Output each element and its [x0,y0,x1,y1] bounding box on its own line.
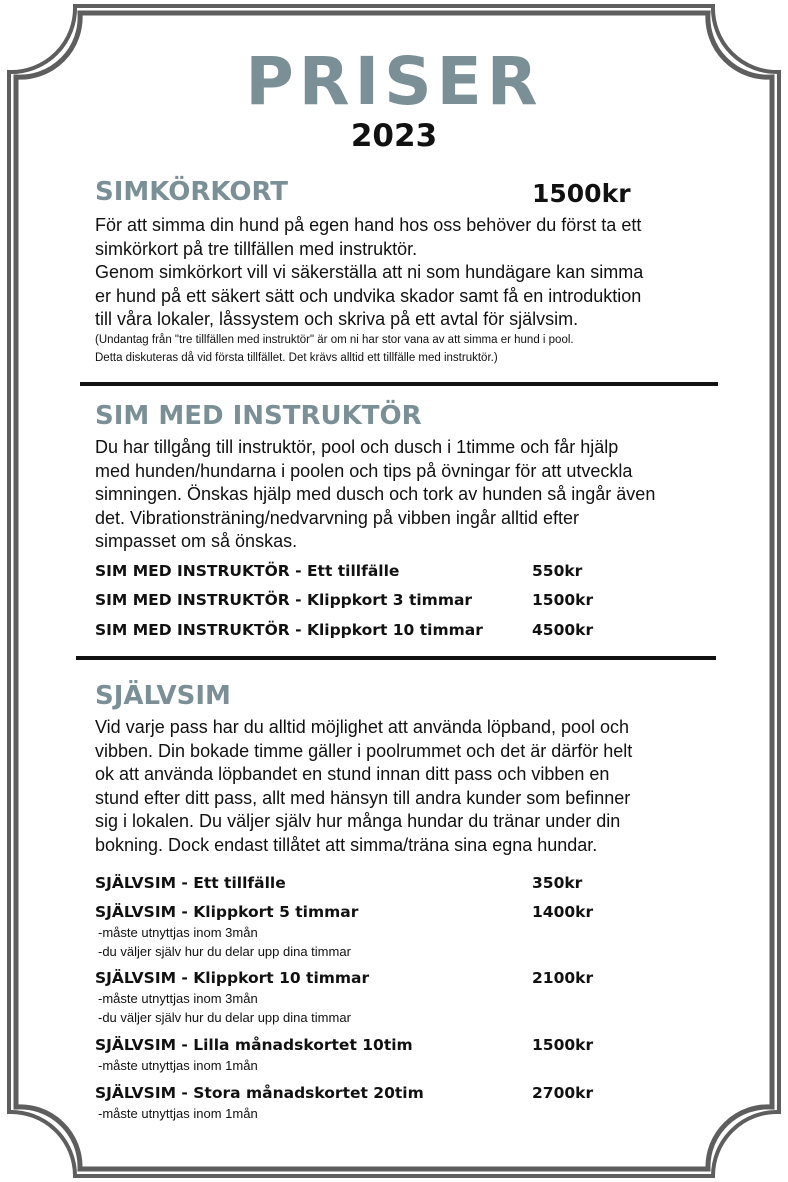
price-item-price: 1500kr [532,591,594,609]
simkorkort-heading: SIMKÖRKORT [95,177,289,207]
footnote-line: Detta diskuteras då vid första tillfället. Det krävs alltid ett tillfälle med instruktör.) [95,352,498,364]
price-item-name: SJÄLVSIM - Stora månadskortet 20tim [95,1084,424,1102]
footnote-line: (Undantag från "tre tillfällen med instruktör" är om ni har stor vana av att simma er hund i pool. [95,334,574,346]
price-item-name: SJÄLVSIM - Klippkort 10 timmar [95,969,370,987]
sjalvsim-heading: SJÄLVSIM [95,681,231,711]
price-item-note: -måste utnyttjas inom 1mån [98,1058,258,1073]
price-item-name: SJÄLVSIM - Klippkort 5 timmar [95,903,359,921]
price-item-note: -måste utnyttjas inom 3mån [98,925,258,940]
text-line: simningen. Önskas hjälp med dusch och tork av hunden så ingår även [95,484,656,504]
sjalvsim-text [95,716,705,857]
price-item-note: -måste utnyttjas inom 3mån [98,991,258,1006]
text-line: er hund på ett säkert sätt och undvika skador samt få en introduktion [95,285,642,306]
text-line: bokning. Dock endast tillåtet att simma/träna sina egna hundar. [95,834,598,855]
price-item-price: 2100kr [532,969,594,987]
price-item-name: SIM MED INSTRUKTÖR - Ett tillfälle [95,562,400,580]
text-line: sig i lokalen. Du väljer själv hur många hundar du tränar under din [95,811,621,831]
price-item-name: SJÄLVSIM - Ett tillfälle [95,874,286,892]
price-item-price: 1500kr [532,1036,594,1054]
price-item-name: SIM MED INSTRUKTÖR - Klippkort 10 timmar [95,621,483,639]
text-line: Du har tillgång till instruktör, pool och dusch i 1timme och får hjälp [95,437,619,457]
price-item-note: -måste utnyttjas inom 1mån [98,1106,258,1121]
simkorkort-text [95,214,705,332]
instruktor-text [95,436,705,554]
price-item-price: 1400kr [532,903,594,921]
text-line: det. Vibrationsträning/nedvarvning på vibben ingår alltid efter [95,507,579,528]
price-item-price: 4500kr [532,621,594,639]
text-line: Genom simkörkort vill vi säkerställa att ni som hundägare kan simma [95,262,644,282]
text-line: För att simma din hund på egen hand hos oss behöver du först ta ett [95,215,642,235]
text-line: simkörkort på tre tillfällen med instruktör. [95,238,418,259]
section-divider [80,382,718,386]
text-line: stund efter ditt pass, allt med hänsyn till andra kunder som befinner [95,787,631,808]
text-line: till våra lokaler, låssystem och skriva på ett avtal för självsim. [95,309,579,329]
text-line: vibben. Din bokade timme gäller i poolrummet och det är därför helt [95,740,633,761]
price-item-price: 2700kr [532,1084,594,1102]
text-line: Vid varje pass har du alltid möjlighet att använda löpband, pool och [95,717,630,737]
text-line: med hunden/hundarna i poolen och tips på övningar för att utveckla [95,460,633,481]
page-title: PRISER [245,43,543,120]
page-year: 2023 [350,118,438,154]
section-divider [76,656,716,660]
price-item-note: -du väljer själv hur du delar upp dina timmar [98,944,351,959]
price-item-name: SJÄLVSIM - Lilla månadskortet 10tim [95,1036,413,1054]
text-line: ok att använda löpbandet en stund innan ditt pass och vibben en [95,764,610,784]
price-item-note: -du väljer själv hur du delar upp dina timmar [98,1010,351,1025]
price-item-name: SIM MED INSTRUKTÖR - Klippkort 3 timmar [95,591,473,609]
price-item-price: 350kr [532,874,583,892]
price-item-price: 550kr [532,562,583,580]
text-line: simpasset om så önskas. [95,531,298,551]
instruktor-heading: SIM MED INSTRUKTÖR [95,401,422,431]
simkorkort-price: 1500kr [532,179,631,208]
simkorkort-footnote [95,331,715,367]
